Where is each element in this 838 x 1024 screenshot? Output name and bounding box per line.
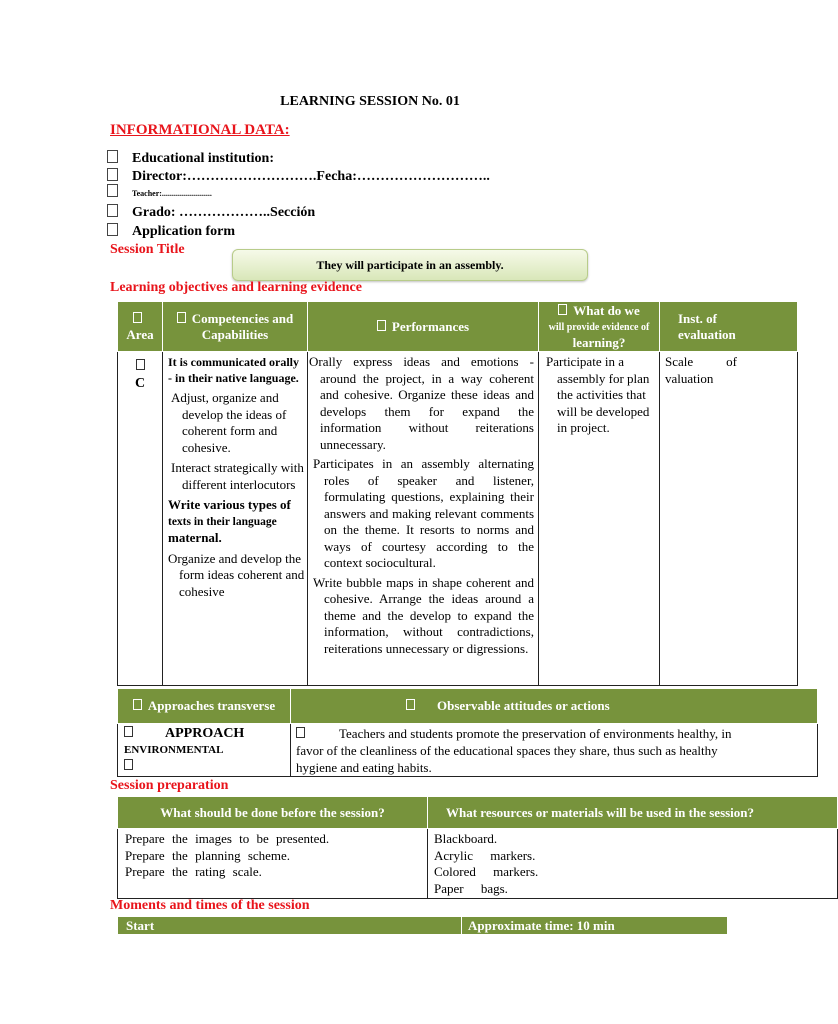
moment-time: Approximate time: 10 min xyxy=(468,918,615,933)
before-item-1: Prepare the images to be presented. xyxy=(125,831,330,846)
moments-divider xyxy=(461,917,462,934)
header-approaches: Approaches transverse xyxy=(118,689,291,724)
resource-item-4: Paper bags. xyxy=(434,880,508,896)
preparation-table xyxy=(117,796,838,899)
cell-resources xyxy=(428,829,838,899)
preparation-table-wrap xyxy=(117,796,755,898)
objectives-table-wrap xyxy=(117,301,737,685)
moments-label: Moments and times of the session xyxy=(110,898,310,913)
checkbox-icon xyxy=(377,320,386,331)
document-title: LEARNING SESSION No. 01 xyxy=(280,94,460,109)
checkbox-icon xyxy=(107,223,118,236)
info-item-teacher: Teacher:......................... xyxy=(107,184,212,201)
info-item-grado: Grado: ………………..Sección xyxy=(107,204,315,221)
info-item-institution: Educational institution: xyxy=(107,150,274,167)
checkbox-icon xyxy=(133,699,142,710)
session-title-label: Session Title xyxy=(110,242,185,257)
header-resources: What resources or materials will be used in the session? xyxy=(428,797,838,829)
info-item-application: Application form xyxy=(107,223,235,240)
session-title-box: They will participate in an assembly. xyxy=(232,249,588,281)
resource-item-2: Acrylic markers. xyxy=(434,847,536,863)
cell-performances xyxy=(308,352,539,686)
performance-3: Write bubble maps in shape coherent and cohesive. Arrange the ideas around a theme and the develop to expand the information, without contradictions, reiterations unnecessary or digressions. xyxy=(313,574,534,656)
checkbox-icon xyxy=(558,304,567,315)
checkbox-icon xyxy=(296,727,305,738)
cell-evidence: Participate in a assembly for plan the activities that will be developed in project. xyxy=(539,352,660,686)
competency-4-line2: texts in their language xyxy=(168,515,277,528)
cell-approach: APPROACH ENVIRONMENTAL xyxy=(118,724,291,777)
header-evidence: What do we will provide evidence of learning? xyxy=(539,302,660,352)
header-instrument: Inst. of evaluation xyxy=(660,302,798,352)
checkbox-icon xyxy=(107,204,118,217)
header-attitudes: Observable attitudes or actions xyxy=(291,689,818,724)
checkbox-icon xyxy=(107,150,118,163)
objectives-table xyxy=(117,301,798,686)
resource-item-1: Blackboard. xyxy=(434,831,498,846)
checkbox-icon xyxy=(133,312,142,323)
competency-4-line3: maternal. xyxy=(168,530,222,545)
header-competencies: Competencies and Capabilities xyxy=(163,302,308,352)
checkbox-icon xyxy=(124,759,133,770)
performance-1: Orally express ideas and emotions - around the project, in a way coherent and cohesive. Organize these ideas and develops them for expand the information without reiterations unnecessary. xyxy=(309,354,534,452)
competency-3: Interact strategically with different interlocutors xyxy=(171,460,304,492)
cell-competencies xyxy=(163,352,308,686)
cell-before-session xyxy=(118,829,428,899)
checkbox-icon xyxy=(124,726,133,737)
checkbox-icon xyxy=(136,359,145,370)
competency-1: It is communicated orally - in their native language. xyxy=(168,355,299,385)
cell-area: C xyxy=(118,352,163,686)
checkbox-icon xyxy=(406,699,415,710)
cell-attitudes: Teachers and students promote the preservation of environments healthy, in favor of the cleanliness of the educational spaces they share, thus such as healthy hygiene and eating habits. xyxy=(291,724,818,777)
preparation-label: Session preparation xyxy=(110,778,229,793)
competency-4-line1: Write various types of xyxy=(168,497,291,512)
moment-start: Start xyxy=(126,918,155,933)
resource-item-3: Colored markers. xyxy=(434,864,539,879)
objectives-label: Learning objectives and learning evidence xyxy=(110,280,362,295)
header-before-session: What should be done before the session? xyxy=(118,797,428,829)
performance-2: Participates in an assembly alternating roles of speaker and listener, formulating questions, explaining their answers and making relevant comments on the theme. It resorts to norms and ways of courtesy according to the context sociocultural. xyxy=(313,456,534,570)
competency-5: Organize and develop the form ideas coherent and cohesive xyxy=(168,550,305,599)
moments-bar xyxy=(117,916,728,935)
cell-instrument: Scale of valuation xyxy=(660,352,798,686)
header-performances: Performances xyxy=(308,302,539,352)
checkbox-icon xyxy=(107,168,118,181)
checkbox-icon xyxy=(107,184,118,197)
info-item-director: Director:……………………….Fecha:……………………….. xyxy=(107,168,490,185)
approaches-table-wrap xyxy=(117,688,736,777)
informational-data-heading: INFORMATIONAL DATA: xyxy=(110,122,290,138)
header-area: Area xyxy=(118,302,163,352)
competency-2: Adjust, organize and develop the ideas of coherent form and cohesive. xyxy=(171,390,287,455)
before-item-3: Prepare the rating scale. xyxy=(125,864,262,879)
approaches-table xyxy=(117,688,818,777)
before-item-2: Prepare the planning scheme. xyxy=(125,847,291,863)
checkbox-icon xyxy=(177,312,186,323)
